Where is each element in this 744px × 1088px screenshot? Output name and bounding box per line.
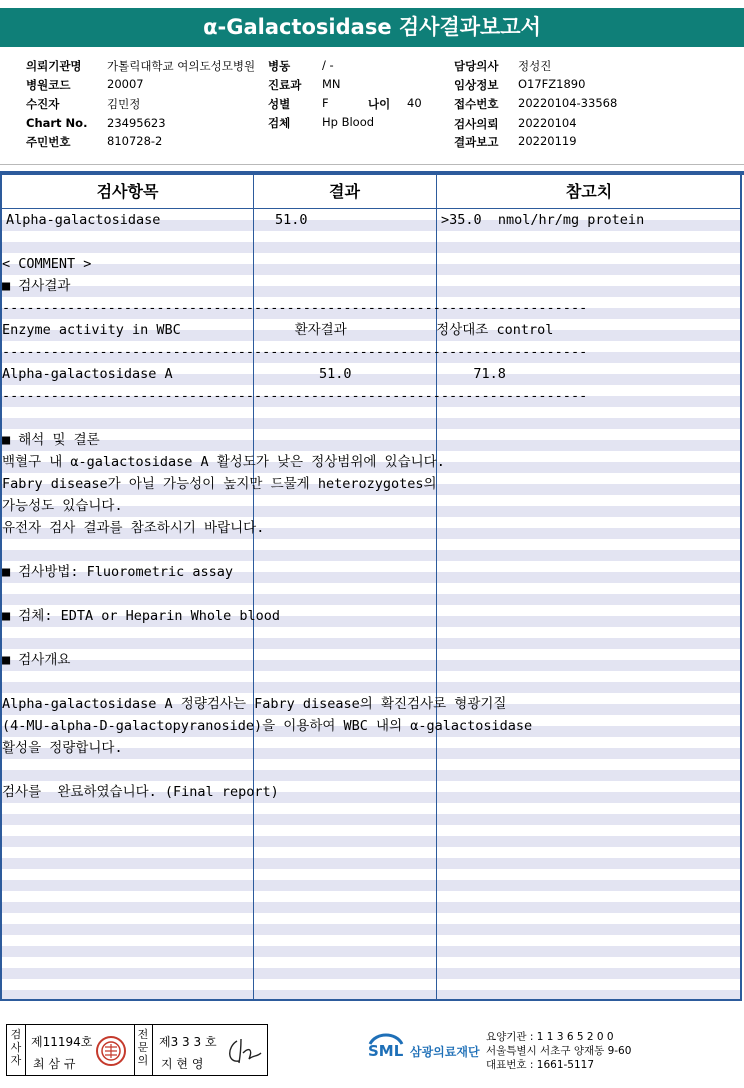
row-stripe [2, 902, 740, 913]
row-stripe [2, 946, 740, 957]
comment-line: ------------------------------------------------------------------------ [2, 344, 588, 360]
value-chart-no: 23495623 [107, 116, 166, 130]
column-header-result: 결과 [329, 182, 360, 201]
row-stripe [2, 814, 740, 825]
report-footer [0, 1018, 744, 1088]
label-sex: 성별 [268, 97, 291, 111]
cell-divider [25, 1025, 26, 1075]
row-stripe [2, 638, 740, 649]
value-ward: / - [322, 58, 334, 72]
phone-number: 대표번호 : 1661-5117 [486, 1059, 595, 1071]
comment-line: Alpha-galactosidase A 51.0 71.8 [2, 366, 506, 382]
facility-code: 요양기관 : 1 1 3 6 5 2 0 0 [486, 1031, 614, 1043]
comment-line: Fabry disease가 아닐 가능성이 높지만 드물게 heterozygotes의 [2, 476, 437, 492]
row-stripe [2, 880, 740, 891]
test-result-value: 51.0 [275, 212, 308, 228]
column-header-reference: 참고치 [565, 182, 613, 201]
comment-line: 가능성도 있습니다. [2, 498, 123, 514]
value-specimen: Hp Blood [322, 115, 375, 129]
comment-line: ------------------------------------------------------------------------ [2, 300, 588, 316]
label-resident-number: 주민번호 [26, 135, 71, 149]
technician-license: 제11194호 [31, 1035, 93, 1049]
value-clinical-info: O17FZ1890 [518, 77, 586, 91]
label-doctor: 담당의사 [454, 59, 499, 73]
sml-logo [366, 1030, 480, 1070]
test-item-name: Alpha-galactosidase [6, 212, 161, 228]
comment-line: 검사를 완료하였습니다. (Final report) [2, 784, 279, 800]
label-receipt-number: 접수번호 [454, 97, 499, 111]
label-hospital-code: 병원코드 [26, 78, 71, 92]
column-header-test-item: 검사항목 [96, 182, 159, 201]
signature-box [6, 1024, 268, 1076]
signature-icon [225, 1035, 263, 1067]
comment-line: ■ 검사방법: Fluorometric assay [2, 564, 233, 580]
seal-stamp-icon [95, 1035, 127, 1067]
label-specimen: 검체 [268, 116, 291, 130]
label-age: 나이 [368, 97, 391, 111]
comment-line: ■ 검사개요 [2, 652, 71, 668]
row-stripe [2, 858, 740, 869]
row-stripe [2, 440, 740, 451]
label-requesting-institution: 의뢰기관명 [26, 59, 82, 73]
row-stripe [2, 286, 740, 297]
row-stripe [2, 242, 740, 253]
value-hospital-code: 20007 [107, 77, 144, 91]
comment-line: (4-MU-alpha-D-galactopyranoside)을 이용하여 WBC 내의 α-galactosidase [2, 718, 533, 734]
row-stripe [2, 594, 740, 605]
comment-line: Enzyme activity in WBC 환자결과 정상대조 control [2, 322, 554, 338]
row-stripe [2, 264, 740, 275]
comment-line: 백혈구 내 α-galactosidase A 활성도가 낮은 정상범위에 있습니다. [2, 454, 445, 470]
value-receipt-number: 20220104-33568 [518, 96, 618, 110]
comment-line: 유전자 검사 결과를 참조하시기 바랍니다. [2, 520, 265, 536]
row-stripe [2, 836, 740, 847]
comment-line: ------------------------------------------------------------------------ [2, 388, 588, 404]
row-stripe [2, 660, 740, 671]
comment-line: ■ 해석 및 결론 [2, 432, 100, 448]
label-report-date: 결과보고 [454, 135, 499, 149]
specialist-license: 제3 3 3 호 [159, 1035, 217, 1049]
row-stripe [2, 550, 740, 561]
technician-name: 최 삼 규 [33, 1057, 76, 1071]
address-line: 서울특별시 서초구 양재동 9-60 [486, 1045, 632, 1057]
org-name: 삼광의료재단 [410, 1045, 480, 1059]
report-title: α-Galactosidase 검사결과보고서 [0, 8, 744, 47]
comment-line: Alpha-galactosidase A 정량검사는 Fabry disease의 확진검사로 형광기질 [2, 696, 507, 712]
lab-address [486, 1030, 631, 1072]
header-divider [0, 164, 744, 165]
row-stripe [2, 990, 740, 1001]
label-clinical-info: 임상정보 [454, 78, 499, 92]
row-stripe [2, 682, 740, 693]
specialist-name: 지 현 영 [161, 1057, 204, 1071]
row-stripe [2, 968, 740, 979]
comment-line: 활성을 정량합니다. [2, 740, 123, 756]
label-chart-no: Chart No. [26, 116, 88, 130]
value-department: MN [322, 77, 341, 91]
value-report-date: 20220119 [518, 134, 577, 148]
comment-line: < COMMENT > [2, 256, 92, 272]
label-department: 진료과 [268, 78, 302, 92]
value-doctor: 정성진 [518, 59, 552, 73]
value-patient: 김민정 [107, 97, 141, 111]
technician-label: 검 사 자 [10, 1028, 22, 1067]
value-request-date: 20220104 [518, 116, 577, 130]
row-stripe [2, 418, 740, 429]
value-age: 40 [407, 96, 422, 110]
row-stripe [2, 770, 740, 781]
comment-line: ■ 검사결과 [2, 278, 71, 294]
value-resident-number: 810728-2 [107, 134, 163, 148]
sml-logo-text: SML [368, 1042, 404, 1060]
label-request-date: 검사의뢰 [454, 117, 499, 131]
results-table [0, 175, 742, 1001]
reference-range: >35.0 nmol/hr/mg protein [441, 212, 645, 228]
value-sex: F [322, 96, 329, 110]
value-requesting-institution: 가톨릭대학교 여의도성모병원 [107, 59, 256, 73]
label-ward: 병동 [268, 59, 291, 73]
patient-info [0, 52, 744, 162]
label-patient: 수진자 [26, 97, 60, 111]
comment-line: ■ 검체: EDTA or Heparin Whole blood [2, 608, 281, 624]
specialist-label: 전 문 의 [137, 1028, 149, 1067]
cell-divider [134, 1025, 135, 1075]
row-stripe [2, 924, 740, 935]
cell-divider [152, 1025, 153, 1075]
